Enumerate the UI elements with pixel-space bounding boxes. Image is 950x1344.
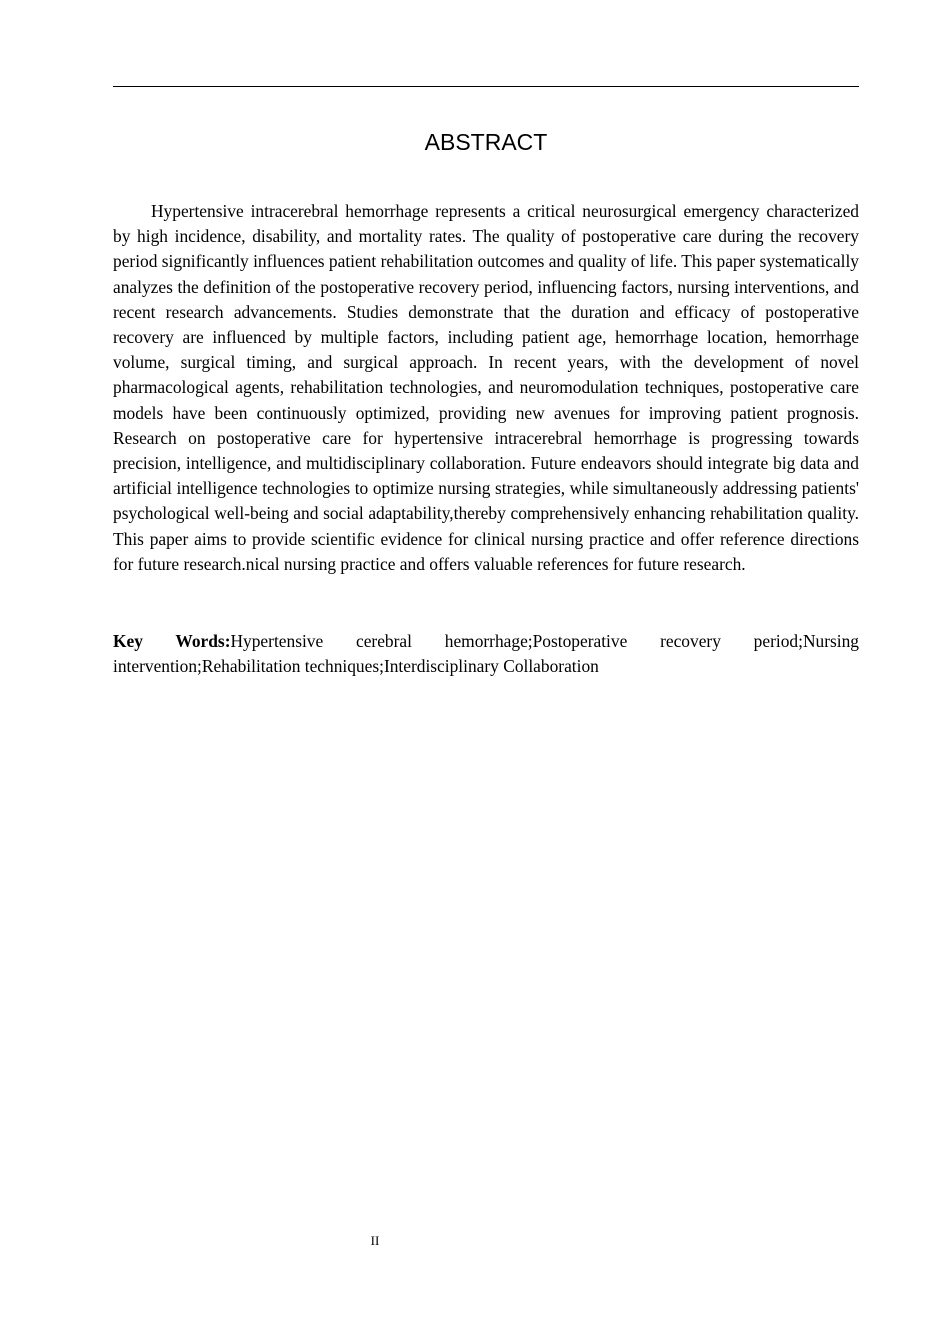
keywords-text: Hypertensive cerebral hemorrhage;Postoperative recovery period;Nursing intervention;Rehabilitation techniques;Interdisciplinary Collaboration — [113, 631, 859, 677]
abstract-body — [113, 199, 859, 577]
keywords-line — [113, 629, 859, 679]
abstract-paragraph: Hypertensive intracerebral hemorrhage represents a critical neurosurgical emergency characterized by high incidence, disability, and mortality rates. The quality of postoperative care during the recovery period significantly influences patient rehabilitation outcomes and quality of life. This paper systematically analyzes the definition of the postoperative recovery period, influencing factors, nursing interventions, and recent research advancements. Studies demonstrate that the duration and efficacy of postoperative recovery are influenced by multiple factors, including patient age, hemorrhage location, hemorrhage volume, surgical timing, and surgical approach. In recent years, with the development of novel pharmacological agents, rehabilitation technologies, and neuromodulation techniques, postoperative care models have been continuously optimized, providing new avenues for improving patient prognosis. Research on postoperative care for hypertensive intracerebral hemorrhage is progressing towards precision, intelligence, and multidisciplinary collaboration. Future endeavors should integrate big data and artificial intelligence technologies to optimize nursing strategies, while simultaneously addressing patients' psychological well-being and social adaptability,thereby comprehensively enhancing rehabilitation quality. This paper aims to provide scientific evidence for clinical nursing practice and offer reference directions for future research.nical nursing practice and offers valuable references for future research. — [113, 201, 859, 574]
page-number: II — [370, 1233, 380, 1248]
header-rule — [113, 86, 859, 87]
keywords-label: Key Words: — [113, 631, 231, 651]
abstract-title: ABSTRACT — [424, 129, 548, 155]
